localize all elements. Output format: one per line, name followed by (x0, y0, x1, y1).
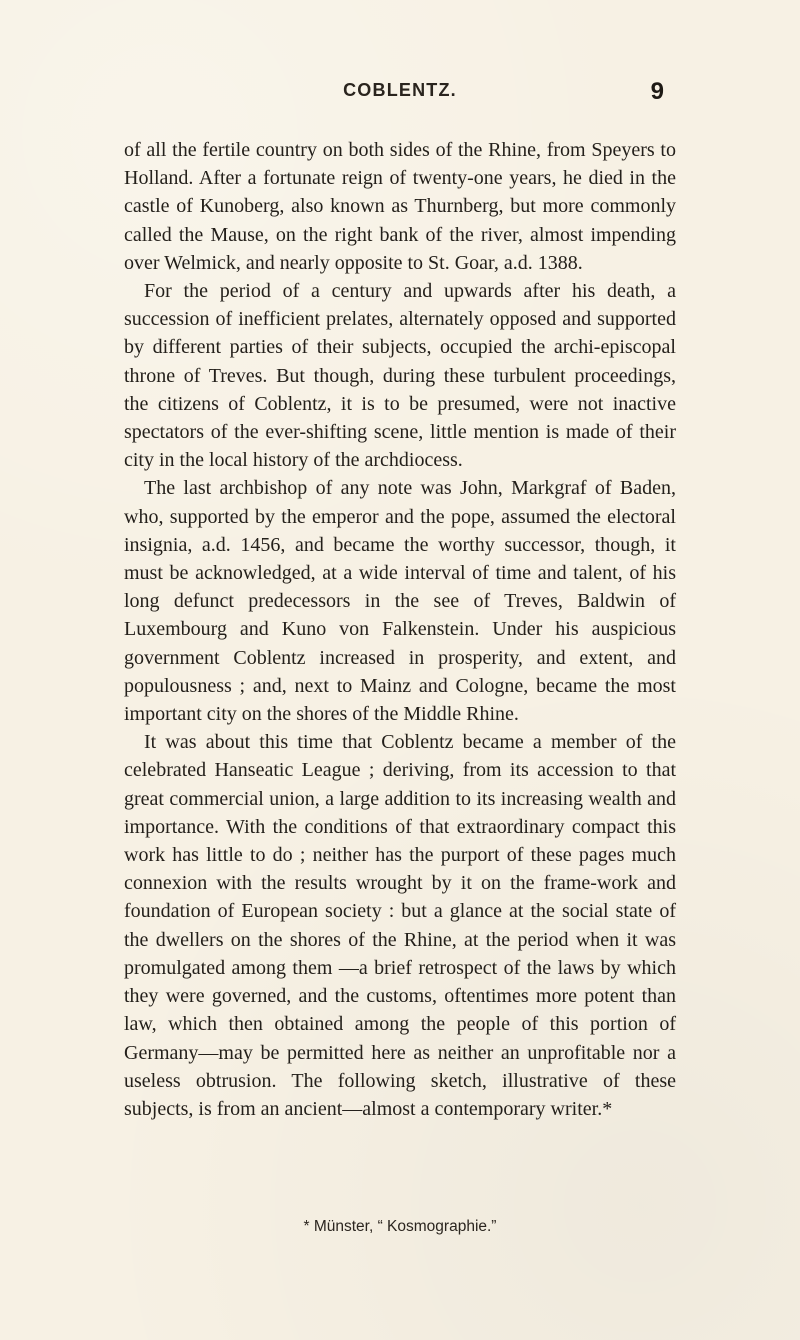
paragraph-succession: For the period of a century and upwards after his death, a succession of inefficient prelates, alternately opposed and supported by different parties of their subjects, occupied the archi-episcopal throne of Treves. But though, during these turbulent proceedings, the citizens of Coblentz, it is to be presumed, were not inactive spectators of the ever-shifting scene, little mention is made of their city in the local history of the archdiocess. (124, 280, 676, 472)
page-number: 9 (650, 78, 664, 105)
chapter-title: COBLENTZ. (343, 80, 457, 100)
paragraph-continuation: of all the fertile country on both sides of the Rhine, from Speyers to Holland. After a fortunate reign of twenty-one years, he died in the castle of Kunoberg, also known as Thurnberg, but more commonly called the Mause, on the right bank of the river, almost impending over Welmick, and nearly opposite to St. Goar, a.d. 1388. (124, 139, 676, 274)
main-text (124, 136, 676, 1123)
paragraph-hanseatic-league: It was about this time that Coblentz became a member of the celebrated Hanseatic League ; deriving, from its accession to that great commercial union, a large addition to its increasing wealth and importance. With the conditions of that extraordinary compact this work has little to do ; neither has the purport of these pages much connexion with the results wrought by it on the frame-work and foundation of European society : but a glance at the social state of the dwellers on the shores of the Rhine, at the period when it was promulgated among them —a brief retrospect of the laws by which they were governed, and the customs, oftentimes more potent than law, which then obtained among the people of this portion of Germany—may be permitted here as neither an unprofitable nor a useless obtrusion. The following sketch, illustrative of these subjects, is from an ancient—almost a contemporary writer.* (124, 731, 676, 1120)
paragraph-archbishop: The last archbishop of any note was John, Markgraf of Baden, who, supported by the emperor and the pope, assumed the electoral insignia, a.d. 1456, and became the worthy successor, though, it must be acknowledged, at a wide interval of time and talent, of his long defunct predecessors in the see of Treves, Baldwin of Luxembourg and Kuno von Falkenstein. Under his auspicious government Coblentz increased in prosperity, and extent, and populousness ; and, next to Mainz and Cologne, became the most important city on the shores of the Middle Rhine. (124, 477, 676, 726)
running-header (0, 80, 800, 106)
footnote: * Münster, “ Kosmographie.” (303, 1218, 497, 1235)
